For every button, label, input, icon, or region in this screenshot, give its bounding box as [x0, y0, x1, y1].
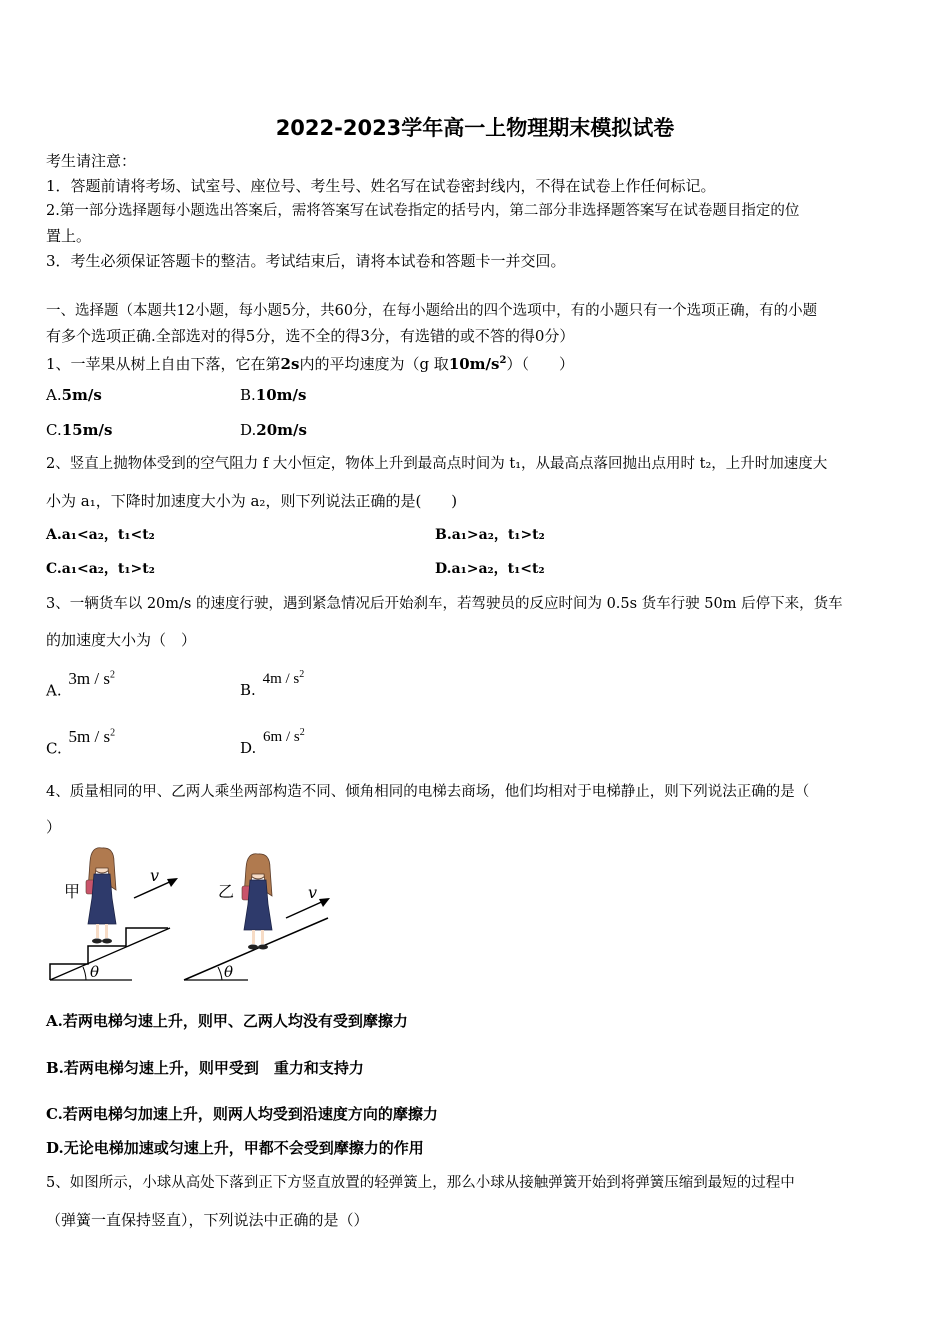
q3-option-c[interactable]: C. $5m / s^2$ — [46, 726, 116, 758]
q2-option-a[interactable]: A.a₁<a₂，t₁<t₂ — [46, 527, 155, 543]
question-2-line-1: 2、竖直上抛物体受到的空气阻力 f 大小恒定，物体上升到最高点时间为 t₁，从最高点落回抛出点用时 t₂，上升时加速度大 — [46, 456, 828, 472]
q4-option-a[interactable]: A.若两电梯匀速上升，则甲、乙两人均没有受到摩擦力 — [46, 1012, 408, 1030]
velocity-label-left: v — [150, 866, 160, 885]
question-2-line-2: 小为 a₁，下降时加速度大小为 a₂，则下列说法正确的是( ) — [46, 492, 458, 510]
notice-item-1: 1．答题前请将考场、试室号、座位号、考生号、姓名写在试卷密封线内，不得在试卷上作任何标记。 — [46, 177, 716, 195]
notice-item-2: 2.第一部分选择题每小题选出答案后，需将答案写在试卷指定的括号内，第二部分非选择题答案写在试卷题目指定的位 — [46, 203, 800, 219]
section-instructions-1: 一、选择题（本题共12小题，每小题5分，共60分，在每小题给出的四个选项中，有的小题只有一个选项正确，有的小题 — [46, 303, 818, 319]
section-instructions-2: 有多个选项正确.全部选对的得5分，选不全的得3分，有选错的或不答的得0分） — [46, 327, 575, 345]
q1-option-b[interactable]: B.10m/s — [240, 386, 307, 404]
q2-option-d[interactable]: D.a₁>a₂，t₁<t₂ — [435, 561, 545, 577]
escalator-figure — [46, 846, 346, 986]
question-5-line-2: （弹簧一直保持竖直），下列说法中正确的是（） — [46, 1211, 369, 1229]
question-1: 1、一苹果从树上自由下落，它在第2s内的平均速度为（g 取$10m/s^2$）（ ） — [46, 355, 574, 373]
q3-option-a[interactable]: A. $3m / s^2$ — [46, 668, 115, 700]
label-yi: 乙 — [218, 882, 235, 901]
question-5-line-1: 5、如图所示，小球从高处下落到正下方竖直放置的轻弹簧上，那么小球从接触弹簧开始到将弹簧压缩到最短的过程中 — [46, 1175, 795, 1191]
q1-option-d[interactable]: D.20m/s — [240, 421, 307, 439]
q2-option-c[interactable]: C.a₁<a₂，t₁>t₂ — [46, 561, 155, 577]
q2-option-b[interactable]: B.a₁>a₂，t₁>t₂ — [435, 527, 545, 543]
q3-option-b[interactable]: B. $4m / s^2$ — [240, 669, 305, 699]
girl-yi-icon — [242, 854, 272, 950]
q4-option-b[interactable]: B.若两电梯匀速上升，则甲受到 重力和支持力 — [46, 1059, 364, 1077]
velocity-label-right: v — [308, 883, 318, 902]
question-4-line-2: ） — [46, 818, 62, 836]
q1-option-c[interactable]: C.15m/s — [46, 421, 113, 439]
q4-option-d[interactable]: D.无论电梯加速或匀速上升，甲都不会受到摩擦力的作用 — [46, 1139, 424, 1157]
girl-jia-icon — [86, 848, 116, 944]
q4-option-c[interactable]: C.若两电梯匀加速上升，则两人均受到沿速度方向的摩擦力 — [46, 1105, 438, 1123]
q3-option-d[interactable]: D. $6m / s^2$ — [240, 727, 305, 757]
notice-heading: 考生请注意： — [46, 152, 137, 170]
angle-label-right: θ — [224, 963, 234, 981]
label-jia: 甲 — [64, 882, 81, 901]
q1-option-a[interactable]: A.5m/s — [46, 386, 102, 404]
question-3-line-2: 的加速度大小为（ ） — [46, 631, 197, 649]
question-3-line-1: 3、一辆货车以 20m/s 的速度行驶，遇到紧急情况后开始刹车，若驾驶员的反应时间为 0.5s 货车行驶 50m 后停下来，货车 — [46, 596, 843, 612]
page-title: 2022-2023学年高一上物理期末模拟试卷 — [275, 116, 675, 140]
notice-item-3: 3．考生必须保证答题卡的整洁。考试结束后，请将本试卷和答题卡一并交回。 — [46, 252, 566, 270]
notice-item-2-cont: 置上。 — [46, 227, 92, 245]
question-4-line-1: 4、质量相同的甲、乙两人乘坐两部构造不同、倾角相同的电梯去商场，他们均相对于电梯静止，则下列说法正确的是（ — [46, 784, 810, 800]
velocity-arrow-right — [286, 900, 326, 918]
stair-escalator — [50, 928, 246, 980]
angle-label-left: θ — [90, 963, 100, 981]
